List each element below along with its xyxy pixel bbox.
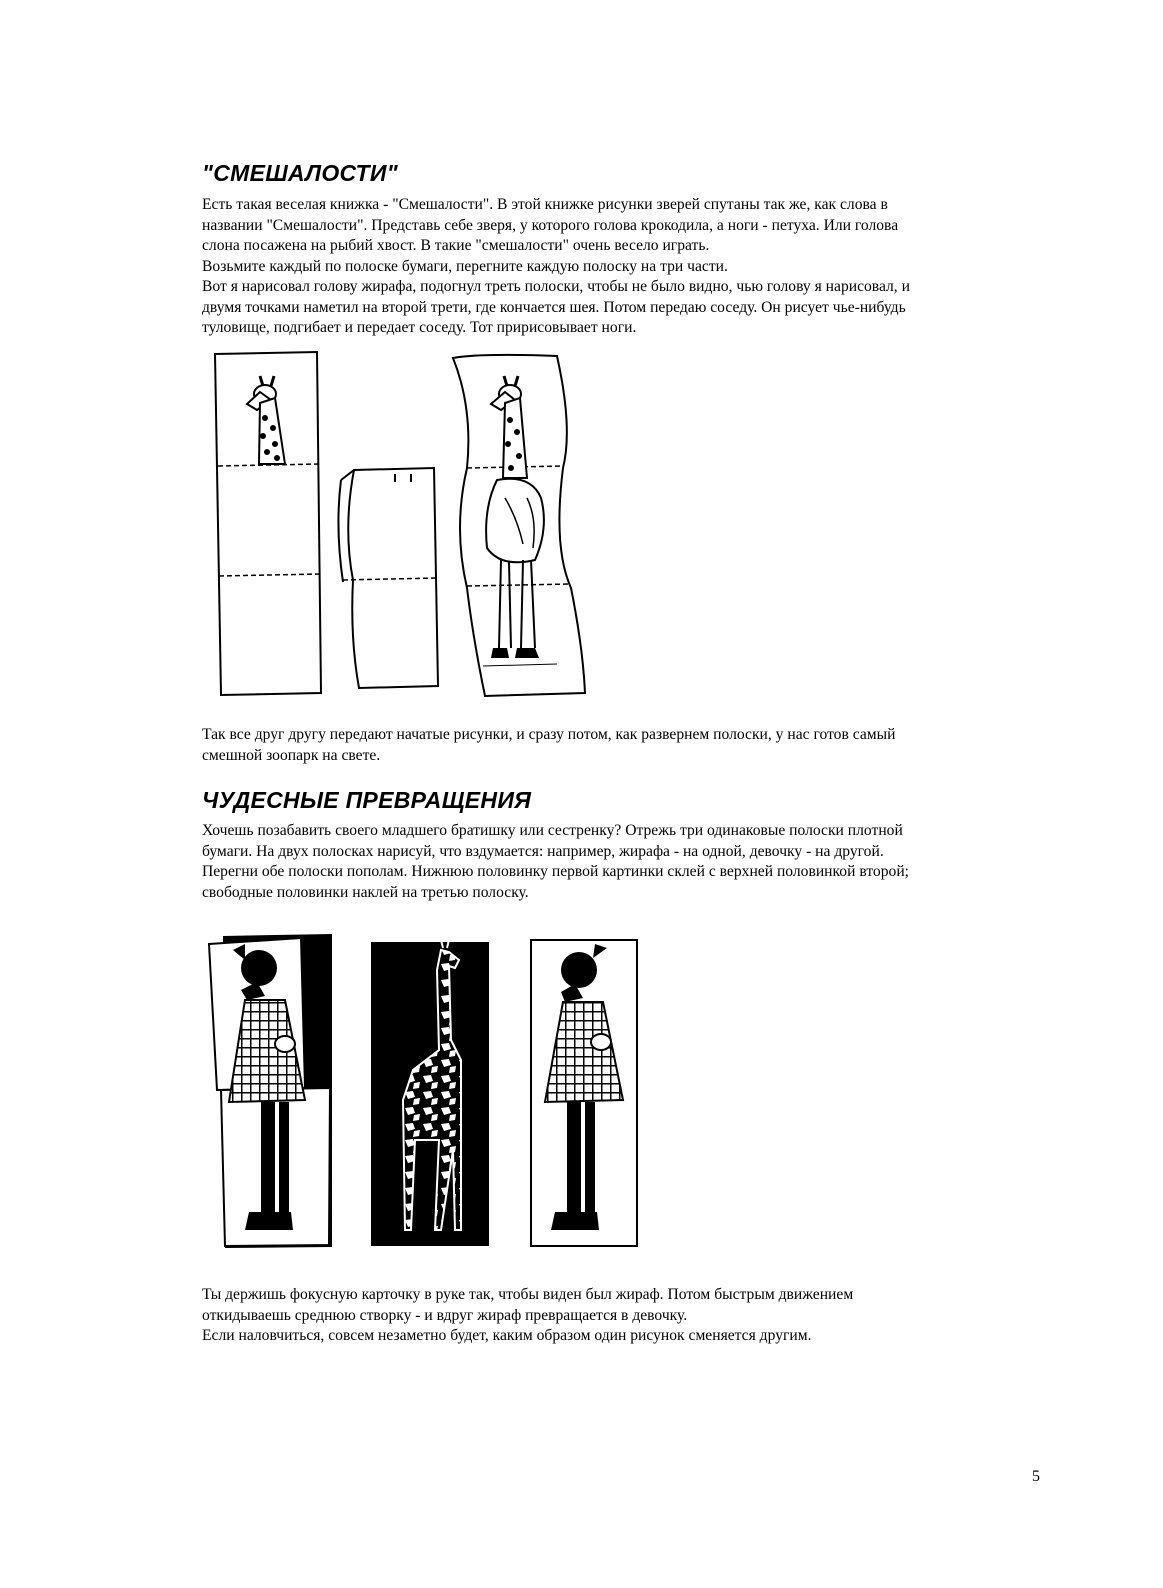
transformation-cards-illustration	[205, 930, 645, 1252]
section1-paragraph: Есть такая веселая книжка - "Смешалости". В этой книжке рисунки зверей спутаны так же, как слова в названии "Смешалости". Представь себе зверя, у которого голова крокодила, а ноги - петуха. Или голова слона посажена на рыбий хвост. В такие "смешалости" очень весело играть. Возьмите каждый по полоске бумаги, перегните каждую полоску на три части. Вот я нарисовал голову жирафа, подогнул треть полоски, чтобы не было видно, чью голову я нарисовал, и двумя точками наметил на второй трети, где кончается шея. Потом передаю соседу. Он рисует чье-нибудь туловище, подгибает и передает соседу. Тот пририсовывает ноги.	[202, 196, 910, 336]
girl-card-folded	[209, 934, 332, 1248]
strip-giraffe-head	[215, 352, 321, 695]
strip-folded	[338, 468, 438, 688]
folded-strips-illustration	[205, 348, 605, 703]
section2-paragraph: Хочешь позабавить своего младшего братишку или сестренку? Отрежь три одинаковые полоски плотной бумаги. На двух полосках нарисуй, что вздумается: например, жирафа - на одной, девочку - на другой. Перегни обе полоски пополам. Нижнюю половинку первой картинки склей с верхней половинкой второй; свободные половинки наклей на третью полоску.	[202, 822, 910, 901]
section2-title: ЧУДЕСНЫЕ ПРЕВРАЩЕНИЯ	[202, 787, 532, 813]
giraffe-card	[371, 940, 489, 1246]
giraffe-head-drawing	[247, 376, 285, 464]
section1-title: "СМЕШАЛОСТИ"	[202, 160, 398, 186]
giraffe-body-drawing	[483, 376, 557, 666]
girl-card-full	[531, 940, 637, 1246]
section2-after-figure: Ты держишь фокусную карточку в руке так, чтобы виден был жираф. Потом быстрым движением откидываешь среднюю створку - и вдруг жираф превращается в девочку. Если наловчиться, совсем незаметно будет, каким образом один рисунок сменяется другим.	[202, 1286, 854, 1344]
section1-after-figure: Так все друг другу передают начатые рисунки, и сразу потом, как развернем полоски, у нас готов самый смешной зоопарк на свете.	[202, 726, 896, 764]
page-number: 5	[1032, 1468, 1040, 1485]
strip-full-creature	[453, 355, 585, 696]
